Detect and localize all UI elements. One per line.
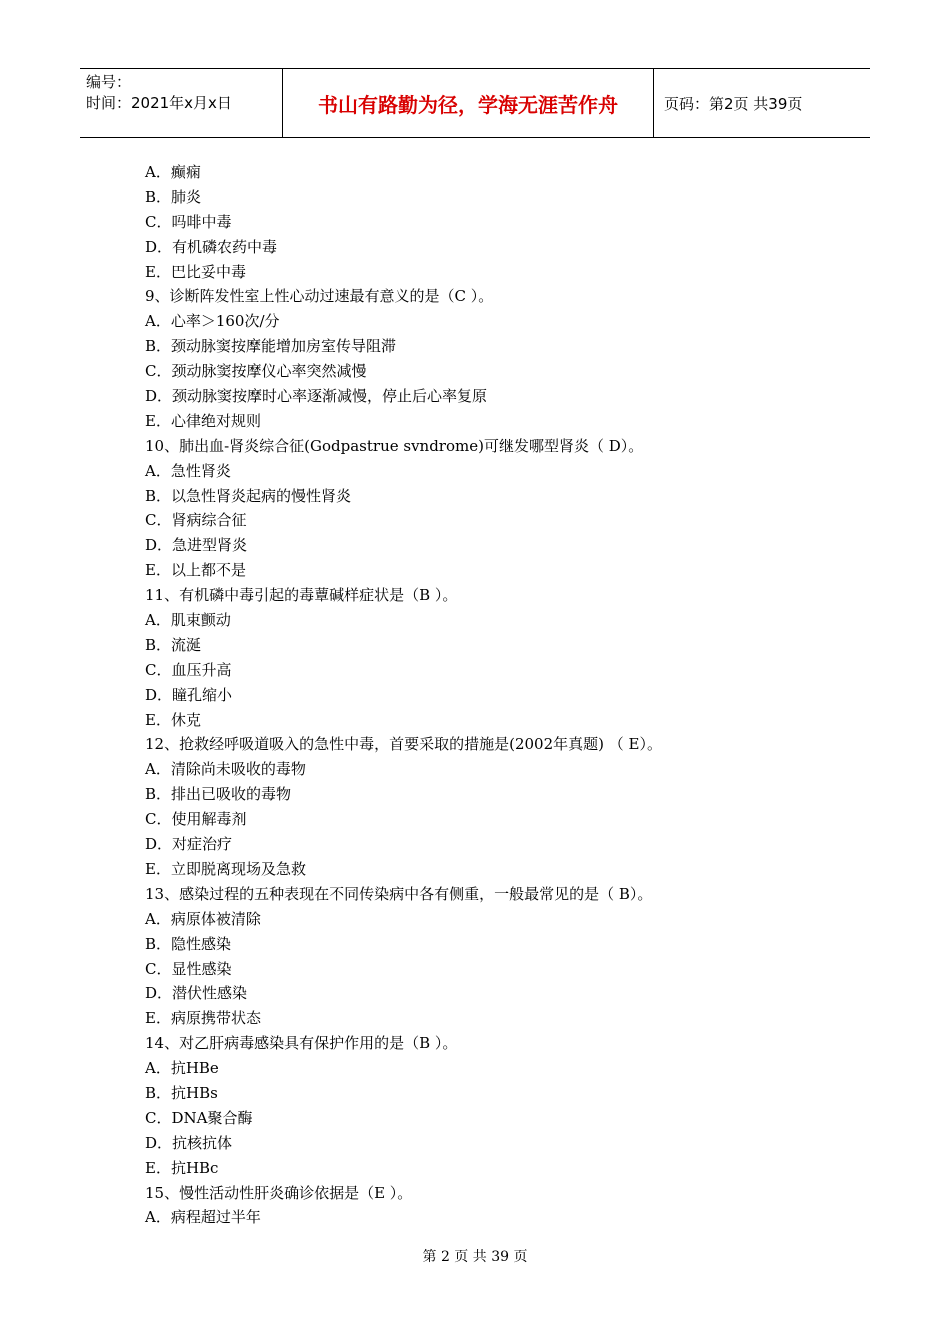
number-label: 编号：	[86, 73, 132, 91]
page-header	[80, 68, 870, 138]
option-line: B．排出已吸收的毒物	[145, 785, 292, 804]
document-body	[145, 160, 845, 1230]
time-label: 时间：2021年x月x日	[86, 94, 232, 112]
option-line: A．病原体被清除	[145, 909, 261, 928]
option-line: A．抗HBe	[145, 1059, 219, 1078]
option-line: E．立即脱离现场及急救	[145, 859, 306, 878]
page-indicator: 页码：第2页 共39页	[664, 94, 803, 113]
option-line: E．休克	[145, 710, 201, 729]
option-line: C．DNA聚合酶	[145, 1108, 253, 1127]
option-line: E．心律绝对规则	[145, 411, 261, 430]
option-line: B．隐性感染	[145, 934, 232, 953]
option-line: A．急性肾炎	[145, 461, 231, 480]
option-line: B．抗HBs	[145, 1083, 218, 1102]
question-line: 14、对乙肝病毒感染具有保护作用的是（B ）。	[145, 1034, 458, 1053]
option-line: B．肺炎	[145, 187, 202, 206]
option-line: A．心率＞160次/分	[145, 312, 280, 331]
option-line: D．抗核抗体	[145, 1133, 233, 1152]
header-meta	[80, 69, 282, 137]
question-line: 11、有机磷中毒引起的毒蕈碱样症状是（B ）。	[145, 586, 458, 605]
page-footer: 第 2 页 共 39 页	[422, 1249, 528, 1265]
question-line: 12、抢救经呼吸道吸入的急性中毒，首要采取的措施是(2002年真题) （ E）。	[145, 735, 662, 754]
option-line: B．颈动脉窦按摩能增加房室传导阻滞	[145, 337, 397, 356]
option-line: C．使用解毒剂	[145, 810, 247, 829]
option-line: E．以上都不是	[145, 561, 246, 580]
motto: 书山有路勤为径，学海无涯苦作舟	[282, 69, 654, 137]
question-line: 9、诊断阵发性室上性心动过速最有意义的是（C ）。	[145, 287, 494, 306]
option-line: C．颈动脉窦按摩仪心率突然减慢	[145, 362, 367, 381]
option-line: A．清除尚未吸收的毒物	[145, 760, 306, 779]
option-line: C．血压升高	[145, 660, 232, 679]
option-line: D．对症治疗	[145, 835, 233, 854]
question-line: 15、慢性活动性肝炎确诊依据是（E ）。	[145, 1183, 413, 1202]
question-line: 13、感染过程的五种表现在不同传染病中各有侧重，一般最常见的是（ B）。	[145, 884, 653, 903]
option-line: E．巴比妥中毒	[145, 262, 246, 281]
option-line: C．显性感染	[145, 959, 232, 978]
question-line: 10、肺出血-肾炎综合征(Godpastrue svndrome)可继发哪型肾炎（ D）。	[145, 436, 644, 455]
option-line: E．病原携带状态	[145, 1009, 261, 1028]
option-line: B．以急性肾炎起病的慢性肾炎	[145, 486, 352, 505]
option-line: D．潜伏性感染	[145, 984, 248, 1003]
option-line: B．流涎	[145, 635, 202, 654]
option-line: D．有机磷农药中毒	[145, 237, 278, 256]
option-line: A．病程超过半年	[145, 1208, 261, 1227]
option-line: A．癫痫	[145, 163, 201, 181]
option-line: C．吗啡中毒	[145, 212, 232, 231]
option-line: C．肾病综合征	[145, 511, 247, 530]
option-line: D．急进型肾炎	[145, 536, 248, 555]
option-line: D．瞳孔缩小	[145, 685, 233, 704]
option-line: D．颈动脉窦按摩时心率逐渐减慢，停止后心率复原	[145, 387, 488, 406]
option-line: E．抗HBc	[145, 1158, 219, 1177]
option-line: A．肌束颤动	[145, 611, 231, 630]
